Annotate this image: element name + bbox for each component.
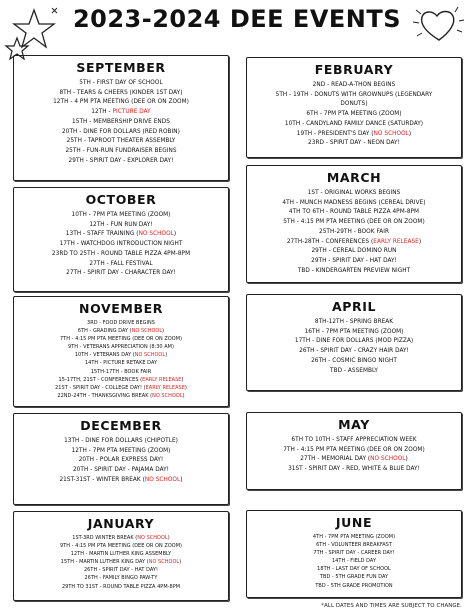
event-item xyxy=(14,229,228,239)
event-item xyxy=(247,119,461,129)
event-text: 12TH - 7PM PTA MEETING (ZOOM) xyxy=(71,445,171,454)
event-item xyxy=(14,239,228,249)
event-text: 20TH - SPIRIT DAY - PAJAMA DAY! xyxy=(72,465,170,474)
event-item xyxy=(247,557,461,565)
event-item xyxy=(14,78,228,88)
event-list xyxy=(14,319,228,400)
event-item xyxy=(14,220,228,230)
page-title: 2023-2024 DEE EVENTS xyxy=(72,5,402,33)
event-text: TBD - 5TH GRADE PROMOTION xyxy=(315,582,393,589)
event-text: ) xyxy=(162,328,165,335)
event-text: ) xyxy=(173,229,177,238)
event-highlight: EARLY RELEASE xyxy=(373,236,419,245)
event-item xyxy=(14,210,228,220)
event-item xyxy=(247,109,461,119)
event-highlight: NO SCHOOL xyxy=(137,535,168,541)
event-item xyxy=(14,368,228,376)
event-text: ) xyxy=(181,376,184,383)
month-heading: DECEMBER xyxy=(80,418,162,433)
event-highlight: EARLY RELEASE xyxy=(142,376,182,383)
event-highlight: NO SCHOOL xyxy=(144,474,181,483)
september-card xyxy=(13,55,229,181)
event-text: TBD - ASSEMBLY xyxy=(330,365,378,374)
event-text: ) xyxy=(405,454,408,463)
event-item xyxy=(14,392,228,400)
event-text: 15TH - MARTIN LUTHER KING DAY ( xyxy=(60,559,149,566)
event-text: 14TH - FIELD DAY xyxy=(331,558,377,565)
event-item xyxy=(247,227,461,237)
event-item xyxy=(14,384,228,392)
event-list xyxy=(247,80,461,148)
event-item xyxy=(14,436,228,446)
event-item xyxy=(247,246,461,256)
event-text: 1ST-3RD WINTER BREAK ( xyxy=(72,535,138,541)
event-text: 7TH - 4:15 PM PTA MEETING (DEE OR ON ZOOM) xyxy=(59,336,183,343)
event-text: 3RD - FOOD DRIVE BEGINS xyxy=(87,320,155,326)
event-text: 5TH - 4:15 PM PTA MEETING (DEE OR ON ZOOM) xyxy=(283,217,425,226)
event-item xyxy=(14,359,228,367)
april-card xyxy=(246,294,462,391)
event-item xyxy=(247,582,461,590)
event-item xyxy=(14,455,228,465)
footnote: *ALL DATES AND TIMES ARE SUBJECT TO CHANGE. xyxy=(321,603,462,609)
event-item xyxy=(247,99,461,109)
event-text: 7TH - 4:15 PM PTA MEETING (DEE OR ON ZOOM) xyxy=(283,444,425,453)
event-text: 4TH - MUNCH MADNESS BEGINS (CEREAL DRIVE) xyxy=(282,197,426,206)
event-item xyxy=(247,573,461,581)
event-item xyxy=(14,465,228,475)
event-item xyxy=(247,266,461,276)
event-text: 8TH - TEARS & CHEERS (KINDER 1ST DAY) xyxy=(59,87,183,96)
event-item xyxy=(247,198,461,208)
heart-doodle-icon xyxy=(408,2,470,52)
event-highlight: NO SCHOOL xyxy=(131,328,163,335)
month-heading: APRIL xyxy=(331,299,377,314)
event-text: 15TH - MEMBERSHIP DRIVE ENDS xyxy=(72,116,170,125)
event-item xyxy=(247,356,461,366)
event-item xyxy=(14,88,228,98)
event-text: ) xyxy=(179,559,182,566)
event-text: 29TH - SPIRIT DAY - EXPLORER DAY! xyxy=(68,155,174,164)
event-highlight: NO SCHOOL xyxy=(148,559,180,566)
event-item xyxy=(14,558,228,566)
event-text: 10TH - VETERANS DAY ( xyxy=(74,352,135,359)
event-text: 18TH - LAST DAY OF SCHOOL xyxy=(317,566,391,573)
month-heading: JUNE xyxy=(335,515,373,530)
event-item xyxy=(247,188,461,198)
event-item xyxy=(247,549,461,557)
event-text: 23RD TO 25TH - ROUND TABLE PIZZA 4PM-8PM xyxy=(51,248,191,257)
event-item xyxy=(247,445,461,455)
event-item xyxy=(14,574,228,582)
event-item xyxy=(247,327,461,337)
event-highlight: NO SCHOOL xyxy=(138,229,174,238)
event-text: ) xyxy=(167,535,170,541)
event-list xyxy=(14,534,228,591)
event-text: 20TH - POLAR EXPRESS DAY! xyxy=(78,455,164,464)
event-item xyxy=(14,156,228,166)
event-text: 2ND - READ-A-THON BEGINS xyxy=(312,80,396,88)
event-text: 8TH-12TH - SPRING BREAK xyxy=(314,317,394,325)
event-item xyxy=(247,237,461,247)
event-item xyxy=(247,217,461,227)
event-item xyxy=(14,117,228,127)
event-item xyxy=(14,97,228,107)
event-text: 15TH-17TH - BOOK FAIR xyxy=(90,368,152,375)
event-text: 17TH - DINE FOR DOLLARS (MOD PIZZA) xyxy=(294,336,414,345)
event-item xyxy=(247,129,461,139)
event-item xyxy=(247,346,461,356)
event-text: 6TH TO 10TH - STAFF APPRECIATION WEEK xyxy=(291,435,417,443)
event-text: 27TH - MEMORIAL DAY ( xyxy=(300,454,371,463)
event-item xyxy=(14,327,228,335)
event-highlight: NO SCHOOL xyxy=(370,454,406,463)
event-item xyxy=(14,583,228,591)
event-text: 25TH - TAPROOT THEATER ASSEMBLY xyxy=(66,136,176,145)
event-text: ) xyxy=(182,392,185,399)
january-card xyxy=(13,511,229,601)
event-item xyxy=(14,319,228,327)
event-highlight: EARLY RELEASE xyxy=(145,384,185,391)
event-item xyxy=(247,336,461,346)
event-text: 7TH - SPIRIT DAY - CAREER DAY! xyxy=(313,550,395,557)
event-highlight: NO SCHOOL xyxy=(134,352,166,359)
event-item xyxy=(14,146,228,156)
event-item xyxy=(14,550,228,558)
event-item xyxy=(14,351,228,359)
month-heading: MARCH xyxy=(326,170,382,185)
event-item xyxy=(14,446,228,456)
event-item xyxy=(247,464,461,474)
month-heading: NOVEMBER xyxy=(79,301,163,316)
event-item xyxy=(14,566,228,574)
event-text: 10TH - 7PM PTA MEETING (ZOOM) xyxy=(71,210,171,218)
event-text: 16TH - 7PM PTA MEETING (ZOOM) xyxy=(304,326,404,335)
event-text: 6TH - GRADING DAY ( xyxy=(77,328,132,335)
event-list xyxy=(14,436,228,485)
event-item xyxy=(247,207,461,217)
event-item xyxy=(247,80,461,90)
event-item xyxy=(14,268,228,278)
event-text: 6TH - 7PM PTA MEETING (ZOOM) xyxy=(306,109,402,118)
event-item xyxy=(247,90,461,100)
event-text: 23RD - SPIRIT DAY - NEON DAY! xyxy=(308,138,400,147)
event-item xyxy=(247,366,461,376)
event-item xyxy=(247,454,461,464)
event-text: TBD - 5TH GRADE FUN DAY xyxy=(319,574,389,581)
event-text: 31ST - SPIRIT DAY - RED, WHITE & BLUE DAY! xyxy=(288,464,420,473)
event-item xyxy=(14,534,228,542)
event-text: 12TH - xyxy=(91,107,113,116)
event-item xyxy=(247,541,461,549)
event-text: 29TH - CEREAL DOMINO RUN xyxy=(311,246,397,255)
month-heading: SEPTEMBER xyxy=(76,60,166,75)
event-text: 26TH - COSMIC BINGO NIGHT xyxy=(311,355,397,364)
event-item xyxy=(14,107,228,117)
event-text: 14TH - PICTURE RETAKE DAY xyxy=(84,360,158,367)
event-text: 29TH TO 31ST - ROUND TABLE PIZZA 4PM-8PM xyxy=(61,583,181,590)
event-text: 19TH - PRESIDENT'S DAY ( xyxy=(296,128,374,137)
event-text: 9TH - VETERANS APPRECIATION (8:30 AM) xyxy=(68,344,174,351)
event-text: ) xyxy=(165,352,168,359)
event-text: 27TH-28TH - CONFERENCES ( xyxy=(286,236,374,245)
june-card xyxy=(246,510,462,598)
event-text: 21ST - SPIRIT DAY - COLLEGE DAY! ( xyxy=(55,384,146,391)
event-text: ) xyxy=(408,128,412,137)
event-text: 1ST - ORIGINAL WORKS BEGINS xyxy=(307,188,401,196)
event-text: 26TH - FAMILY BINGO PAW-TY xyxy=(84,575,158,582)
event-item xyxy=(247,565,461,573)
event-text: 25TH - FUN-RUN FUNDRAISER BEGINS xyxy=(65,145,177,154)
event-text: ) xyxy=(180,474,183,483)
event-text: 9TH - 4:15 PM PTA MEETING (DEE OR ON ZOOM) xyxy=(59,543,183,550)
february-card xyxy=(246,57,462,158)
event-text: 13TH - STAFF TRAINING ( xyxy=(65,229,139,238)
month-heading: MAY xyxy=(338,417,370,432)
event-list xyxy=(247,317,461,375)
month-heading: JANUARY xyxy=(87,516,155,531)
event-highlight: PICTURE DAY xyxy=(112,107,151,116)
event-text: 10TH - CANDYLAND FAMILY DANCE (SATURDAY) xyxy=(284,118,424,127)
month-heading: OCTOBER xyxy=(85,192,157,207)
event-item xyxy=(14,259,228,269)
event-text: 6TH - VOLUNTEER BREAKFAST xyxy=(316,542,392,549)
event-item xyxy=(14,343,228,351)
event-item xyxy=(14,542,228,550)
event-text: 22ND-24TH - THANKSGIVING BREAK ( xyxy=(57,392,153,399)
event-text: 5TH - 19TH - DONUTS WITH GROWNUPS (LEGENDARY xyxy=(275,89,433,98)
event-text: 12TH - MARTIN LUTHER KING ASSEMBLY xyxy=(70,551,172,558)
event-text: 26TH - SPIRIT DAY - CRAZY HAIR DAY! xyxy=(299,346,409,355)
event-text: 29TH - SPIRIT DAY - HAT DAY! xyxy=(311,255,397,264)
event-list xyxy=(247,188,461,275)
event-text: 12TH - FUN RUN DAY! xyxy=(89,219,153,228)
event-text: TBD - KINDERGARTEN PREVIEW NIGHT xyxy=(297,265,411,274)
event-text: 27TH - FALL FESTIVAL xyxy=(89,258,153,267)
october-card xyxy=(13,187,229,292)
event-text: ) xyxy=(418,236,422,245)
event-text: 21ST-31ST - WINTER BREAK ( xyxy=(59,474,145,483)
event-item xyxy=(14,249,228,259)
event-text: 25TH-29TH - BOOK FAIR xyxy=(319,226,389,235)
event-text: 17TH - WATCHDOG INTRODUCTION NIGHT xyxy=(59,239,183,248)
event-list xyxy=(14,78,228,165)
event-text: 12TH - 4 PM PTA MEETING (DEE OR ON ZOOM) xyxy=(53,97,189,106)
event-item xyxy=(14,376,228,384)
event-item xyxy=(247,138,461,148)
march-card xyxy=(246,165,462,283)
month-heading: FEBRUARY xyxy=(314,62,394,77)
event-item xyxy=(14,136,228,146)
event-text: 26TH - SPIRIT DAY - HAT DAY! xyxy=(83,567,158,574)
event-text: 27TH - SPIRIT DAY - CHARACTER DAY! xyxy=(66,268,176,277)
event-item xyxy=(247,435,461,445)
event-text: ) xyxy=(184,384,187,391)
december-card xyxy=(13,413,229,505)
event-text: DONUTS) xyxy=(340,99,368,108)
event-list xyxy=(14,210,228,278)
event-text: 20TH - DINE FOR DOLLARS (RED ROBIN) xyxy=(62,126,180,135)
event-highlight: NO SCHOOL xyxy=(373,128,409,137)
event-text: 15-17TH, 21ST - CONFERENCES ( xyxy=(58,376,143,383)
event-list xyxy=(247,533,461,590)
event-text: 4TH TO 6TH - ROUND TABLE PIZZA 4PM-8PM xyxy=(288,207,420,216)
event-text: 5TH - FIRST DAY OF SCHOOL xyxy=(79,78,163,86)
may-card xyxy=(246,412,462,490)
event-item xyxy=(14,475,228,485)
event-text: 4TH - 7PM PTA MEETING (ZOOM) xyxy=(312,534,396,540)
event-item xyxy=(247,317,461,327)
event-item xyxy=(247,256,461,266)
november-card xyxy=(13,296,229,407)
event-item xyxy=(14,127,228,137)
event-item xyxy=(247,533,461,541)
event-list xyxy=(247,435,461,474)
event-item xyxy=(14,335,228,343)
event-highlight: NO SCHOOL xyxy=(152,392,183,399)
event-text: 13TH - DINE FOR DOLLARS (CHIPOTLE) xyxy=(64,436,178,444)
